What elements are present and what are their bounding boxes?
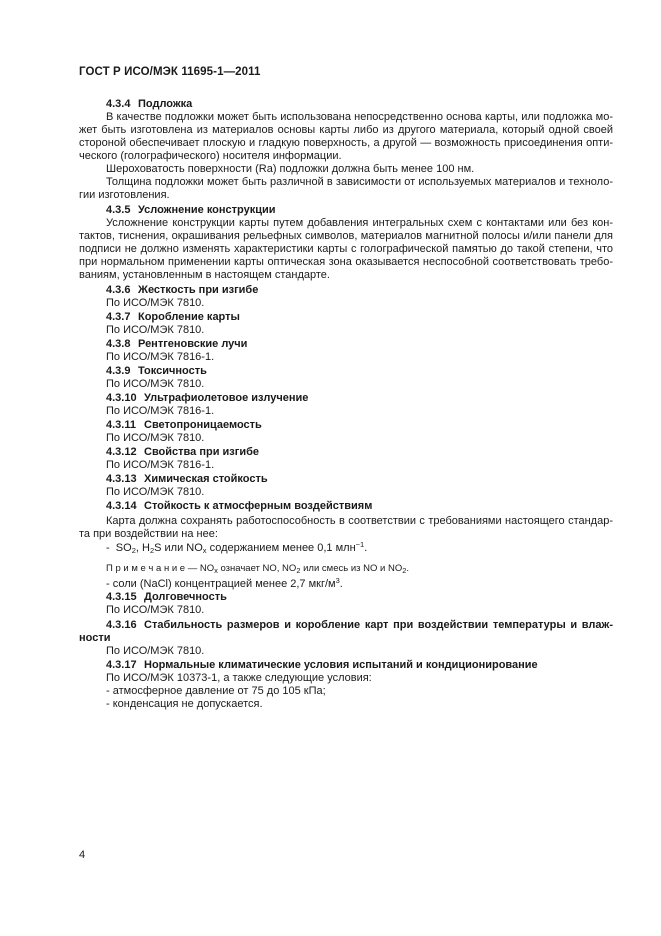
section-number: 4.3.11 <box>106 419 136 431</box>
section-title: Рентгеновские лучи <box>138 338 248 350</box>
section-heading-4-3-16 <box>106 619 613 632</box>
section-heading-4-3-6 <box>106 284 613 297</box>
section-heading-4-3-9 <box>106 365 613 378</box>
section-heading-4-3-8 <box>106 338 613 351</box>
formula-s: S <box>154 542 162 554</box>
note-text: означает NO, NO <box>217 563 297 574</box>
note-text: или смесь из NO и NO <box>300 563 403 574</box>
superscript: −1 <box>355 540 365 549</box>
section-heading-4-3-10 <box>106 392 613 405</box>
list-item: - конденсация не допускается. <box>106 698 263 710</box>
section-title: Жесткость при изгибе <box>138 284 259 296</box>
document-header: ГОСТ Р ИСО/МЭК 11695-1—2011 <box>79 66 261 78</box>
item-text: содержанием менее 0,1 млн <box>206 542 356 554</box>
section-number: 4.3.9 <box>106 365 131 377</box>
subscript: x <box>202 546 207 555</box>
note-line <box>106 562 613 575</box>
reference-line: По ИСО/МЭК 7816-1. <box>106 405 215 417</box>
list-item <box>106 578 613 591</box>
paragraph-line: при нормальном применении карты оптическая зона оказывается неспособной соответствовать требо- <box>79 256 613 268</box>
section-number: 4.3.8 <box>106 338 131 350</box>
section-number: 4.3.13 <box>106 473 137 485</box>
list-item <box>106 542 613 555</box>
paragraph-line: стороной обеспечивает плоскую и гладкую поверхность, а другой — возможность присоединения опти- <box>79 137 613 149</box>
section-title: Долговечность <box>144 591 227 603</box>
formula-nox: NO <box>199 563 215 574</box>
paragraph-line: Толщина подложки может быть различной в зависимости от используемых материалов и техноло- <box>106 176 613 188</box>
section-title: Подложка <box>138 98 193 110</box>
section-title: Нормальные климатические условия испытаний и кондиционирование <box>144 659 538 671</box>
reference-line: По ИСО/МЭК 7810. <box>106 297 205 309</box>
item-end: . <box>339 578 343 590</box>
subscript: 2 <box>402 566 407 575</box>
section-heading-4-3-7 <box>106 311 613 324</box>
paragraph-line: тактов, тиснения, окрашивания рельефных символов, материалов магнитной полосы и/или панели для <box>79 230 613 242</box>
section-heading-4-3-5 <box>106 204 613 217</box>
paragraph-line: та при воздействии на нее: <box>79 528 218 540</box>
reference-line: По ИСО/МЭК 7810. <box>106 604 205 616</box>
reference-line: По ИСО/МЭК 7816-1. <box>106 351 215 363</box>
section-number: 4.3.5 <box>106 204 131 216</box>
item-end: . <box>364 542 368 554</box>
list-dash: - <box>106 542 110 554</box>
section-number: 4.3.14 <box>106 500 137 512</box>
section-title: Стойкость к атмосферным воздействиям <box>144 500 373 512</box>
reference-line: По ИСО/МЭК 10373-1, а также следующие условия: <box>106 672 372 684</box>
item-text: - соли (NaCl) концентрацией менее 2,7 мкг/м <box>106 578 336 590</box>
paragraph-line: В качестве подложки может быть использована непосредственно основа карты, или подложка мо- <box>106 111 613 123</box>
section-heading-4-3-14 <box>106 500 613 513</box>
separator: , <box>135 542 142 554</box>
formula-no: NO <box>186 542 203 554</box>
subscript: x <box>214 566 218 575</box>
section-number: 4.3.17 <box>106 659 137 671</box>
conjunction: или <box>161 542 187 554</box>
subscript: 2 <box>149 546 155 555</box>
reference-line: По ИСО/МЭК 7810. <box>106 432 205 444</box>
section-heading-4-3-11 <box>106 419 613 432</box>
section-number: 4.3.7 <box>106 311 131 323</box>
formula-h: H <box>142 542 150 554</box>
section-heading-4-3-13 <box>106 473 613 486</box>
section-title: Светопроницаемость <box>144 419 262 431</box>
subscript: 2 <box>131 546 136 555</box>
paragraph-line: гии изготовления. <box>79 189 170 201</box>
note-end: . <box>406 563 410 574</box>
subscript: 2 <box>296 566 301 575</box>
section-heading-4-3-4 <box>106 98 613 111</box>
reference-line: По ИСО/МЭК 7810. <box>106 324 205 336</box>
section-number: 4.3.12 <box>106 446 137 458</box>
section-title: Ультрафиолетовое излучение <box>144 392 309 404</box>
reference-line: По ИСО/МЭК 7810. <box>106 486 205 498</box>
reference-line: По ИСО/МЭК 7810. <box>106 378 205 390</box>
section-title-continuation: ности <box>79 632 111 644</box>
paragraph-line: Шероховатость поверхности (Ra) подложки должна быть менее 100 нм. <box>106 163 475 175</box>
section-title: Усложнение конструкции <box>138 204 276 216</box>
paragraph-line: ческого (голографического) носителя информации. <box>79 150 342 162</box>
note-label: П р и м е ч а н и е — <box>106 563 200 574</box>
section-heading-4-3-15 <box>106 591 613 604</box>
reference-line: По ИСО/МЭК 7810. <box>106 645 205 657</box>
section-heading-4-3-17 <box>106 659 613 672</box>
section-number: 4.3.4 <box>106 98 131 110</box>
superscript: 3 <box>335 576 340 585</box>
section-title: Химическая стойкость <box>144 473 268 485</box>
section-number: 4.3.15 <box>106 591 137 603</box>
page-number: 4 <box>79 849 86 861</box>
section-number: 4.3.10 <box>106 392 137 404</box>
paragraph-line: Усложнение конструкции карты путем добавления интегральных схем с контактами или без кон- <box>106 217 613 229</box>
section-number: 4.3.6 <box>106 284 131 296</box>
list-item: - атмосферное давление от 75 до 105 кПа; <box>106 685 326 697</box>
formula-so: SO <box>115 542 132 554</box>
section-title: Коробление карты <box>138 311 240 323</box>
section-title: Стабильность размеров и коробление карт при воздействии температуры и влаж- <box>144 619 613 631</box>
paragraph-line: ваниям, установленным в настоящем стандарте. <box>79 269 330 281</box>
paragraph-line: Карта должна сохранять работоспособность в соответствии с требованиями настоящего стандар- <box>106 515 613 527</box>
section-title: Свойства при изгибе <box>144 446 260 458</box>
section-heading-4-3-12 <box>106 446 613 459</box>
section-number: 4.3.16 <box>106 619 137 631</box>
paragraph-line: подписи не должно изменять характеристики карты с голографической памятью до такой степени, что <box>79 243 613 255</box>
section-title: Токсичность <box>138 365 207 377</box>
reference-line: По ИСО/МЭК 7816-1. <box>106 459 215 471</box>
paragraph-line: жет быть изготовлена из материалов основы карты либо из другого материала, который одной своей <box>79 124 613 136</box>
